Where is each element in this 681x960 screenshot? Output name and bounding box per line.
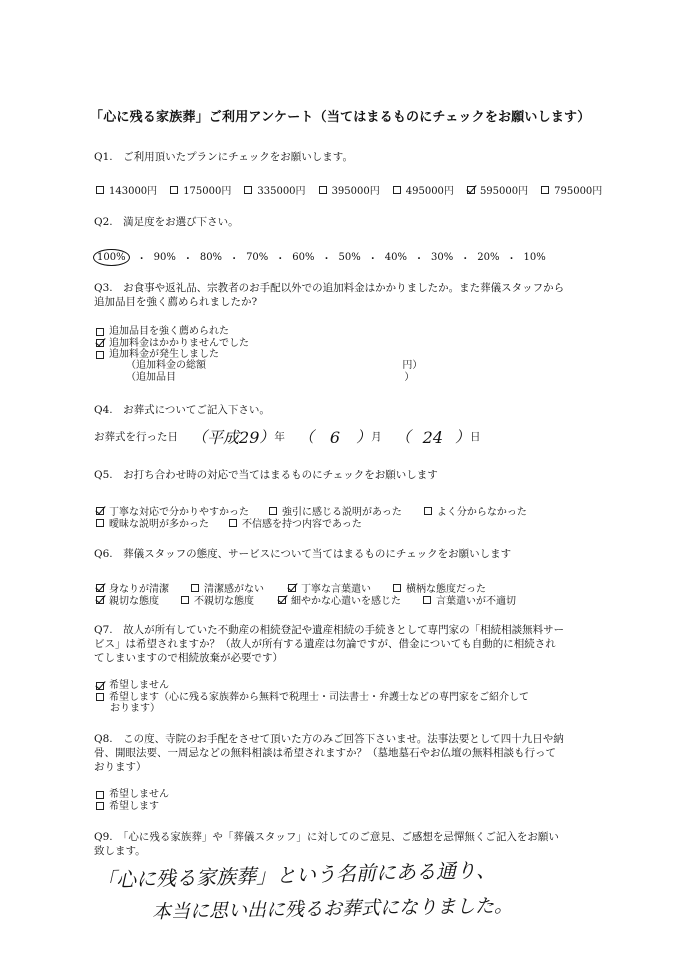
q4-open-paren-3: （ [395,428,411,446]
q6-option-label: 不親切な態度 [194,596,254,607]
q2-satisfaction-option[interactable]: 60% [292,252,315,263]
q1-plan-options [96,182,615,197]
q7-option-yes-checkbox[interactable] [96,693,104,701]
q2-separator: ・ [414,254,424,265]
q6-option-checkbox[interactable] [96,596,104,604]
q3-detail-total-label: （追加料金の総額 [126,360,206,371]
q2-separator: ・ [136,254,147,265]
q8-option-yes[interactable] [96,801,169,813]
q6-option-checkbox[interactable] [423,596,431,604]
q2-satisfaction-option[interactable]: 80% [199,252,223,263]
q3-option-label: 追加品目を強く薦められた [109,326,229,337]
q5-option-checkbox[interactable] [229,519,237,527]
q5-question: Q5. お打ち合わせ時の対応で当てはまるものにチェックをお願いします [94,469,438,481]
q7-question-line1: Q7. 故人が所有していた不動産の相続登記や遺産相続の手続きとして専門家の「相続相談無料サー [94,624,565,636]
q1-plan-option-checkbox[interactable] [244,186,252,194]
q2-satisfaction-options [97,249,546,266]
q1-plan-option-label: 795000円 [554,186,603,197]
q9-answer-line1: 「心に残る家族葬」という名前にある通り、 [95,857,497,893]
q3-option-checkbox[interactable] [96,351,104,359]
q4-date-line [94,430,481,445]
q1-plan-option-checkbox[interactable] [319,186,327,194]
q1-plan-option[interactable] [319,182,380,197]
q4-close-paren-2: ） [356,428,372,446]
q4-close-paren-1: ） [259,428,275,446]
q3-options [96,326,249,361]
q7-option-no[interactable] [96,680,529,692]
q8-option-yes-label: 希望します [109,800,159,812]
q5-option-label: 丁寧な対応で分かりやすかった [109,507,249,518]
q1-plan-option-label: 595000円 [479,186,529,197]
q7-question-line3: てしまいますので相続放棄が必要です） [94,652,283,664]
q7-option-yes-label-line2: おります） [110,703,160,714]
q1-plan-option-checkbox[interactable] [393,186,401,194]
q1-plan-option[interactable] [244,182,305,197]
q6-option[interactable] [423,592,516,607]
q6-question: Q6. 葬儀スタッフの態度、サービスについて当てはまるものにチェックをお願いします [94,548,512,560]
q8-option-no-checkbox[interactable] [96,791,104,799]
q2-satisfaction-option[interactable]: 70% [246,252,269,263]
q8-question-line3: おります） [94,761,147,773]
q8-question-line2: 骨、開眼法要、一周忌などの無料相談は希望されますか？（墓地墓石やお仏壇の無料相談も行って [94,747,556,759]
q5-option-label: 曖昧な説明が多かった [109,519,209,530]
q1-plan-option-label: 143000円 [109,186,158,197]
q4-open-paren-2: （ [298,428,314,446]
q1-plan-option[interactable] [541,182,602,197]
q2-satisfaction-option[interactable]: 50% [338,252,361,263]
q1-question: Q1. ご利用頂いたプランにチェックをお願いします。 [94,151,353,163]
q1-plan-option-label: 495000円 [405,186,454,197]
q5-option-checkbox[interactable] [96,519,104,527]
q6-option-checkbox[interactable] [393,584,401,592]
q1-plan-option[interactable] [393,182,454,197]
q6-option-checkbox[interactable] [288,584,296,592]
q5-option[interactable] [229,515,362,530]
q7-question-line2: ビス」は希望されますか？（故人が所有する遺産は勿論ですが、借金についても自動的に相続され [94,638,556,650]
q9-question-line1: Q9. 「心に残る家族葬」や「葬儀スタッフ」に対してのご意見、ご感想を忌憚無くご記入をお願い [94,831,559,843]
q1-plan-option-checkbox[interactable] [170,186,178,194]
q6-option-label: 身なりが清潔 [109,584,169,595]
q5-option[interactable] [96,515,209,530]
q5-option-label: 不信感を持つ内容であった [242,519,362,530]
q3-option-checkbox[interactable] [96,328,104,336]
q9-question-line2: 致します。 [94,845,146,857]
q2-separator: ・ [275,254,286,265]
q9-answer-line2: 本当に思い出に残るお葬式になりました。 [151,894,514,924]
q3-option[interactable] [96,338,249,350]
q6-options-row2 [96,592,516,607]
q6-option-label: 丁寧な言葉遣い [301,584,371,595]
q2-satisfaction-option[interactable]: 10% [523,252,546,263]
q3-option[interactable] [96,326,249,338]
q2-separator: ・ [506,254,517,265]
q8-option-yes-checkbox[interactable] [96,802,104,810]
q6-option-label: 清潔感がない [204,584,264,595]
q6-option-checkbox[interactable] [191,584,199,592]
q5-option-checkbox[interactable] [96,507,104,515]
q3-question-line2: 追加品目を強く薦められましたか? [94,296,258,308]
q1-plan-option-checkbox[interactable] [467,186,475,194]
q2-satisfaction-option[interactable]: 100% [93,249,130,266]
q7-option-no-label: 希望しません [109,680,169,691]
q1-plan-option-checkbox[interactable] [541,186,549,194]
q1-plan-option[interactable] [96,182,157,197]
q5-options-row2 [96,515,362,530]
survey-title: 「心に残る家族葬」ご利用アンケート（当てはまるものにチェックをお願いします） [90,110,591,125]
q4-date-label: お葬式を行った日 [94,431,178,443]
q8-option-no-label: 希望しません [109,789,169,800]
q4-era-value: 平成29 [207,428,260,447]
q2-separator: ・ [229,254,240,265]
q7-option-yes-label: 希望します（心に残る家族葬から無料で税理士・司法書士・弁護士などの専門家をご紹介して [109,691,529,703]
q5-option-label: よく分からなかった [436,507,527,518]
q2-satisfaction-option[interactable]: 20% [477,252,500,263]
q6-option-checkbox[interactable] [181,596,189,604]
q6-option[interactable] [96,592,159,607]
q5-option-label: 強引に感じる説明があった [282,507,402,518]
q3-detail-items-close: ） [404,372,415,383]
q5-option[interactable] [424,503,527,518]
q6-option-label: 細やかな心遣いを感じた [291,596,401,607]
q1-plan-option[interactable] [170,182,231,197]
q1-plan-option-label: 335000円 [257,186,306,197]
q2-satisfaction-option[interactable]: 30% [431,252,454,263]
q7-options [96,680,529,715]
q4-close-paren-3: ） [455,428,471,446]
q2-question: Q2. 満足度をお選び下さい。 [94,216,239,228]
q2-satisfaction-option[interactable]: 40% [384,252,407,263]
q1-plan-option-label: 395000円 [331,186,380,197]
q1-plan-option-label: 175000円 [183,186,232,197]
q6-option[interactable] [181,592,254,607]
q2-separator: ・ [321,254,332,265]
q4-month-unit: 月 [371,431,382,443]
q1-plan-option-checkbox[interactable] [96,186,104,194]
q4-month-value: 6 [329,428,341,447]
q5-option-checkbox[interactable] [424,507,432,515]
q8-options [96,789,169,812]
q6-option-label: 親切な態度 [109,596,159,607]
q6-option[interactable] [278,592,401,607]
q5-option-checkbox[interactable] [269,507,277,515]
q3-option-checkbox[interactable] [96,339,104,347]
q7-option-no-checkbox[interactable] [96,682,104,690]
q4-open-paren-1: （ [192,428,208,446]
q2-separator: ・ [460,254,471,265]
q4-question: Q4. お葬式についてご記入下さい。 [94,404,270,416]
q3-detail-items [126,371,414,384]
q4-day-unit: 日 [470,431,481,443]
q8-option-no[interactable] [96,789,169,801]
q6-option-checkbox[interactable] [278,596,286,604]
q4-year-unit: 年 [274,431,285,443]
q3-option-label: 追加料金はかかりませんでした [109,337,249,349]
q6-option-label: 横柄な態度だった [406,584,486,595]
q3-detail-items-label: （追加品目 [126,372,176,383]
q6-option-label: 言葉遣いが不適切 [436,596,516,607]
q6-option-checkbox[interactable] [96,584,104,592]
q7-option-yes[interactable] [96,692,529,704]
q2-satisfaction-option[interactable]: 90% [153,252,176,263]
q4-day-value: 24 [422,428,443,447]
q7-option-yes-continued [96,703,529,715]
q8-question-line1: Q8. この度、寺院のお手配をさせて頂いた方のみご回答下さいませ。法事法要として四十九日や納 [94,733,564,745]
q3-option-label: 追加料金が発生しました [109,349,219,360]
q1-plan-option[interactable] [467,182,528,197]
q3-detail-total-unit: 円） [402,360,423,371]
q2-separator: ・ [182,254,193,265]
q3-question-line1: Q3. お食事や返礼品、宗教者のお手配以外での追加料金はかかりましたか。また葬儀スタッフから [94,282,565,294]
q2-separator: ・ [367,254,378,265]
